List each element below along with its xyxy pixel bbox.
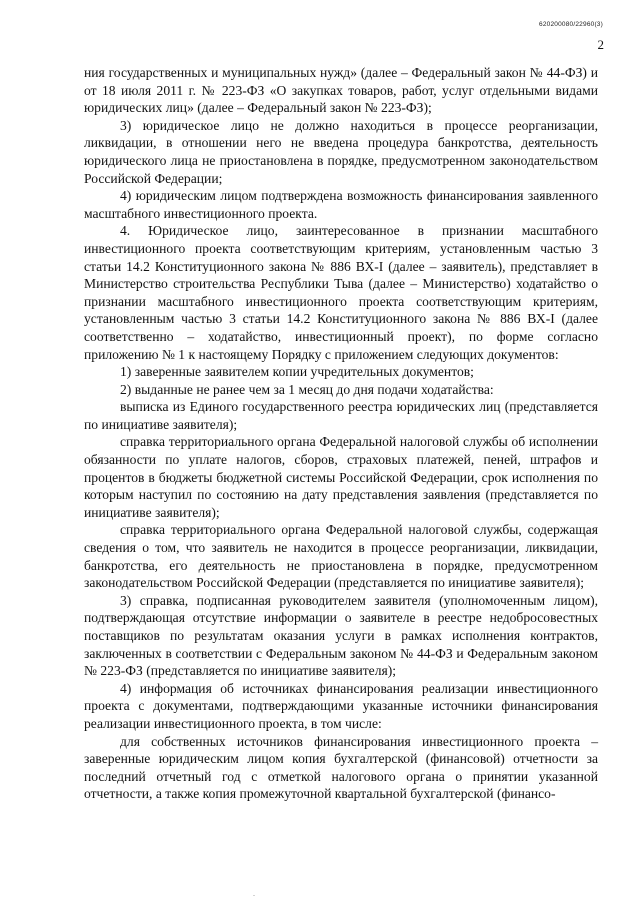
paragraph-doc-2: 2) выданные не ранее чем за 1 месяц до дня подачи ходатайства: (120, 381, 494, 397)
paragraph-section-4: 4. Юридическое лицо, заинтересованное в признании масштабного инвестиционного проекта соответствующим критериям, установленным частью 3 статьи 14.2 Конституционного закона № 886 ВХ-I (далее – заявитель), представляет в Министерство строительства Республики Тыва (далее – Министерство) ходатайство о признании масштабного инвестиционного проекта соответствующим критериям, установленным частью 3 статьи 14.2 Конституционного закона № 886 ВХ-I (далее соответственно – ходатайство, инвестиционный проект), по форме согласно приложению № 1 к настоящему Порядку с приложением следующих документов: (84, 223, 598, 362)
document-id: 620200080/22960(3) (539, 21, 603, 28)
paragraph-tax-certificate: справка территориального органа Федеральной налоговой службы об исполнении обязанности по уплате налогов, сборов, страховых платежей, пеней, штрафов и процентов в бюджеты бюджетной системы Российской Федерации, срок исполнения по которым наступил по состоянию на дату представления заявления (представляется по инициативе заявителя); (84, 434, 598, 520)
paragraph-continuation: ния государственных и муниципальных нужд» (далее – Федеральный закон № 44-ФЗ) и от 18 июля 2011 г. № 223-ФЗ «О закупках товаров, работ, услуг отдельными видами юридических лиц» (далее – Федеральный закон № 223-ФЗ); (84, 65, 598, 116)
paragraph-doc-1: 1) заверенные заявителем копии учредительных документов; (120, 364, 474, 380)
paragraph-item-3: 3) юридическое лицо не должно находиться в процессе реорганизации, ликвидации, в отношении него не введена процедура банкротства, деятельность юридического лица не приостановлена в порядке, предусмотренном законодательством Российской Федерации; (84, 117, 598, 186)
document-body (84, 64, 598, 803)
paragraph-reorg-certificate: справка территориального органа Федеральной налоговой службы, содержащая сведения о том, что заявитель не находится в процессе реорганизации, ликвидации, банкротства, его деятельность не приостановлена в порядке, предусмотренном законодательством Российской Федерации (представляется по инициативе заявителя); (84, 522, 598, 591)
footer-mark: - (253, 893, 256, 899)
paragraph-doc-3: 3) справка, подписанная руководителем заявителя (уполномоченным лицом), подтверждающая отсутствие информации о заявителе в реестре недобросовестных поставщиков по результатам оказания услуги в рамках исполнения контрактов, заключенных в соответствии с Федеральным законом № 44-ФЗ и Федеральным законом № 223-ФЗ (представляется по инициативе заявителя); (84, 592, 598, 679)
paragraph-item-4: 4) юридическим лицом подтверждена возможность финансирования заявленного масштабного инвестиционного проекта. (84, 188, 598, 221)
paragraph-own-sources: для собственных источников финансирования инвестиционного проекта – заверенные юридическим лицом копия бухгалтерской (финансовой) отчетности за последний отчетный год с отметкой налогового органа о принятии указанной отчетности, а также копия промежуточной квартальной бухгалтерской (финансо- (84, 733, 598, 802)
page-number: 2 (597, 37, 604, 52)
paragraph-extract: выписка из Единого государственного реестра юридических лиц (представляется по инициативе заявителя); (84, 399, 598, 432)
paragraph-doc-4: 4) информация об источниках финансирования реализации инвестиционного проекта с документами, подтверждающими указанные источники финансирования реализации инвестиционного проекта, в том числе: (84, 680, 598, 731)
